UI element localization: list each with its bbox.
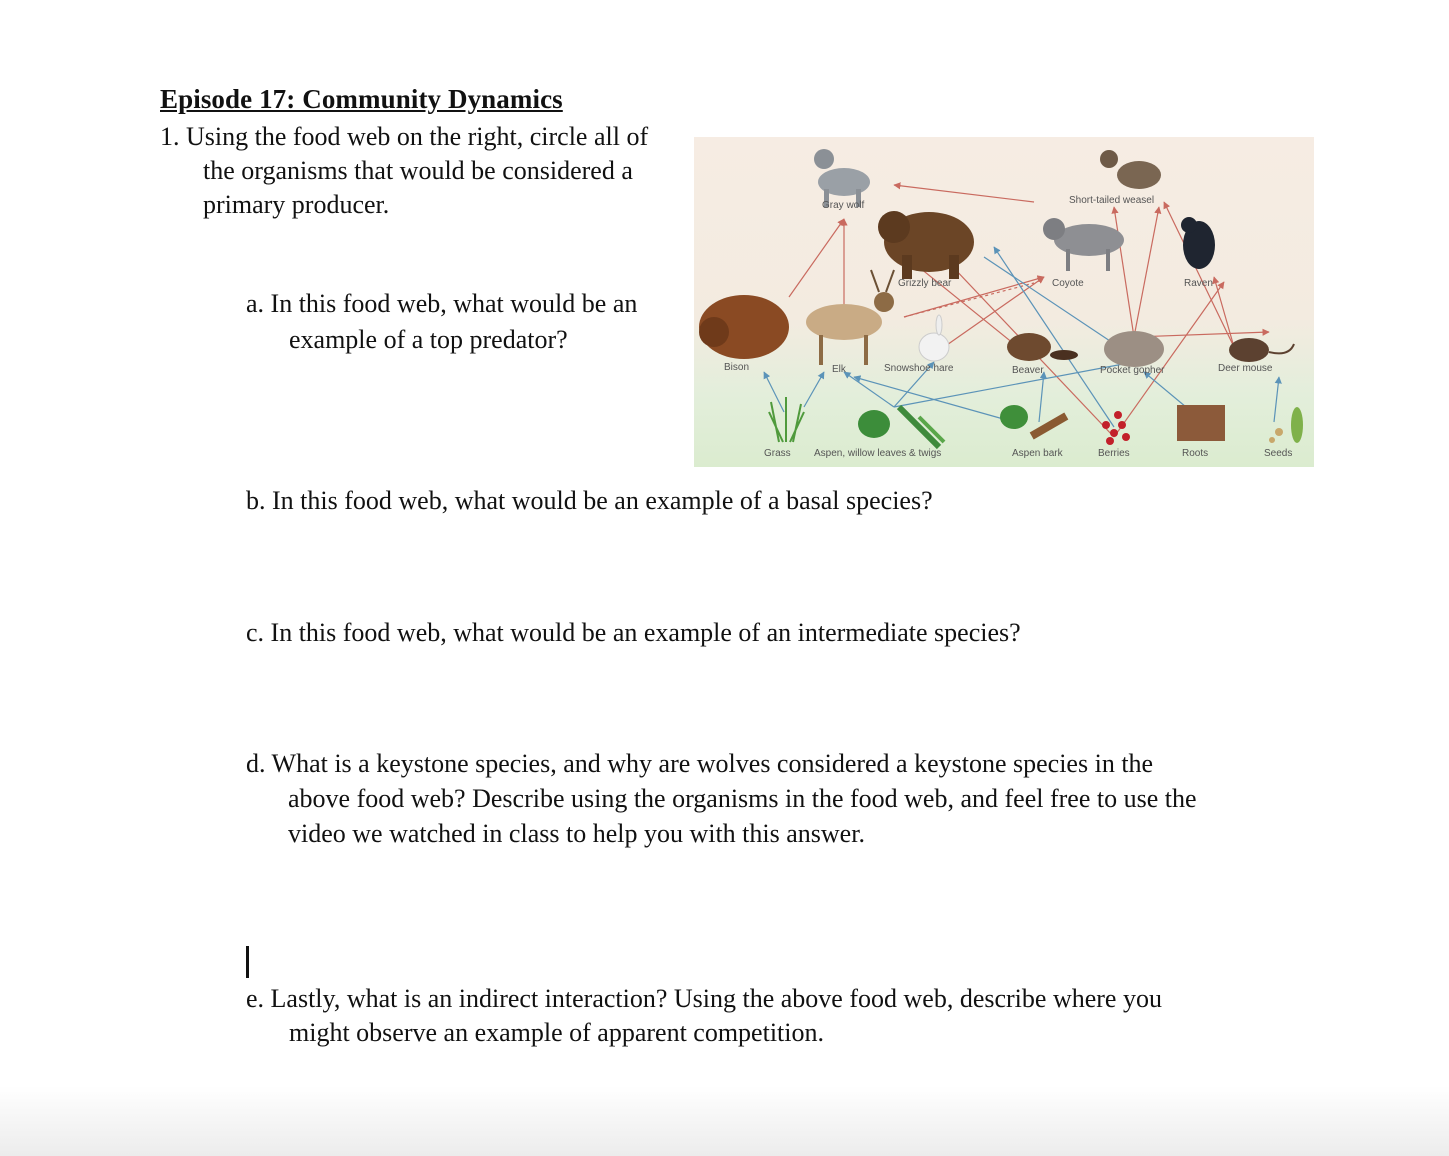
label-short-tailed-weasel: Short-tailed weasel [1069,195,1155,206]
short-tailed-weasel-icon [1100,150,1161,189]
question-c: c. In this food web, what would be an example of an intermediate species? [246,618,1021,647]
question-1-line-3: primary producer. [203,190,390,219]
question-e-line-1: e. Lastly, what is an indirect interaction? Using the above food web, describe where you [246,984,1162,1013]
raven-icon [1181,217,1215,269]
question-e-line-2: might observe an example of apparent competition. [289,1018,824,1047]
label-grizzly-bear: Grizzly bear [898,278,952,289]
label-raven: Raven [1184,278,1213,289]
label-coyote: Coyote [1052,278,1084,289]
page-title: Episode 17: Community Dynamics [160,84,563,114]
question-d-line-2: above food web? Describe using the organisms in the food web, and feel free to use the [288,784,1197,813]
question-d [246,746,1306,851]
label-elk: Elk [832,364,846,375]
label-grass: Grass [764,448,791,459]
question-a-line-2: example of a top predator? [289,325,568,354]
grass-icon [769,397,804,442]
question-1-line-2: the organisms that would be considered a [203,156,633,185]
label-aspen-willow: Aspen, willow leaves & twigs [814,448,942,459]
page-bottom-shadow [0,1086,1449,1156]
question-a-line-1: a. In this food web, what would be an [246,289,638,318]
aspen-willow-leaves-icon [858,407,944,447]
label-bison: Bison [724,362,750,373]
label-roots: Roots [1182,448,1209,459]
bison-icon [699,295,789,359]
question-1 [160,120,700,222]
snowshoe-hare-icon [919,315,949,361]
aspen-bark-icon [1000,405,1068,439]
question-d-line-1: d. What is a keystone species, and why are wolves considered a keystone species in the [246,749,1154,778]
question-e [246,982,1306,1050]
label-deer-mouse: Deer mouse [1218,363,1273,374]
label-pocket-gopher: Pocket gopher [1100,365,1165,376]
label-berries: Berries [1098,448,1130,459]
question-d-line-3: video we watched in class to help you with this answer. [288,819,865,848]
elk-icon [806,270,894,365]
label-gray-wolf: Gray wolf [822,200,865,211]
deer-mouse-icon [1229,338,1294,362]
text-cursor[interactable] [246,946,249,978]
coyote-icon [1043,218,1124,271]
roots-icon [1177,405,1225,441]
question-1-line-1: 1. Using the food web on the right, circle all of [160,122,649,151]
label-seeds: Seeds [1264,448,1293,459]
question-b: b. In this food web, what would be an example of a basal species? [246,486,933,515]
seeds-icon [1269,407,1303,443]
label-snowshoe-hare: Snowshoe hare [884,363,954,374]
question-a [246,286,686,358]
gray-wolf-icon [814,149,870,207]
pocket-gopher-icon [1104,331,1164,367]
label-aspen-bark: Aspen bark [1012,448,1063,459]
food-web-diagram [694,137,1314,467]
food-web-figure [694,137,1314,467]
grizzly-bear-icon [878,211,974,279]
beaver-icon [1007,333,1078,361]
label-beaver: Beaver [1012,365,1044,376]
